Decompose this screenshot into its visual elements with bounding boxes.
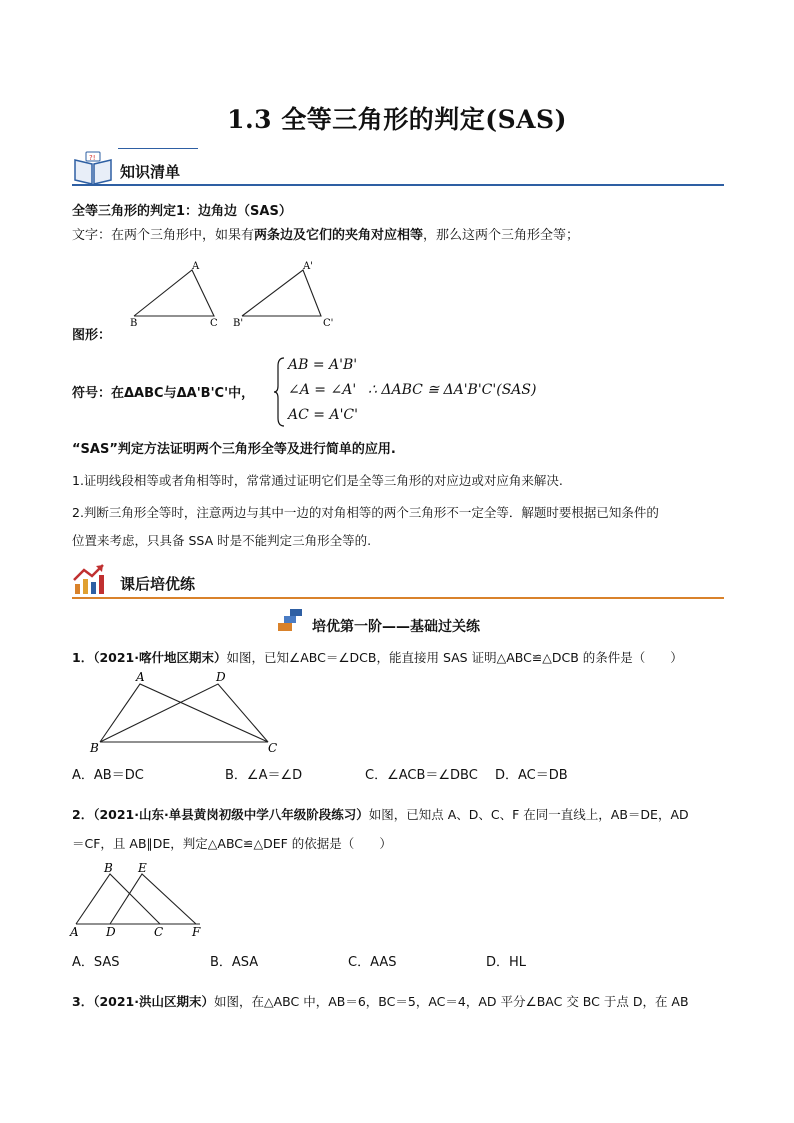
application-p2-line1: 2.判断三角形全等时，注意两边与其中一边的对角相等的两个三角形不一定全等．解题时要根据已知条件的 [72,505,659,520]
section-knowledge-rule [72,184,724,186]
q2-label-d: D [106,925,116,939]
section-exercise-title: 课后培优练 [120,575,196,593]
q2-figure [68,860,208,940]
rule-text-suffix: ，那么这两个三角形全等； [423,228,580,243]
label-a: A [192,261,200,272]
q1-label-b: B [90,741,99,755]
q2-label-a: A [70,925,79,939]
label-c-prime: C' [323,318,334,329]
q2-label-c: C [154,925,164,939]
triangle-a-prime [242,270,321,316]
rule-text [72,226,579,246]
triangle-abc [134,270,214,316]
q1-option-c[interactable]: C．∠ACB＝∠DBC [365,768,478,783]
symbol-line-1: AB = A'B' [288,357,358,373]
symbol-brace [274,356,286,428]
q2-option-d[interactable]: D．HL [486,955,527,970]
section-knowledge-title: 知识清单 [120,163,181,181]
application-p1: 1.证明线段相等或者角相等时，常常通过证明它们是全等三角形的对应边或对应角来解决. [72,473,563,488]
q2-label-e: E [138,861,147,875]
q2-option-c[interactable]: C．AAS [348,955,397,970]
q3-stem [72,992,689,1012]
q3-source: 3．（2021·洪山区期末） [72,994,214,1009]
q1-option-d[interactable]: D．AC＝DB [495,768,568,783]
q2-stem-line1 [72,805,689,825]
q2-label-b: B [104,861,113,875]
figure-label: 图形： [72,328,112,343]
q1-option-b[interactable]: B．∠A＝∠D [225,768,303,783]
q1-figure [86,668,286,756]
rule-figure [120,258,350,330]
q2-option-b[interactable]: B．ASA [210,955,259,970]
section-top-line [118,148,198,149]
svg-text:?!: ?! [89,154,96,162]
growth-chart-icon [72,562,106,596]
symbol-prefix: 符号：在ΔABC与ΔA'B'C'中， [72,386,255,401]
rule-text-prefix: 文字：在两个三角形中，如果有 [72,228,255,243]
q2-source: 2．（2021·山东·单县黄岗初级中学八年级阶段练习） [72,807,369,822]
symbol-line-3: AC = A'C' [288,407,358,423]
q1-text: 如图，已知∠ABC＝∠DCB，能直接用 SAS 证明△ABC≌△DCB 的条件是（ ） [226,650,683,665]
q2-option-a[interactable]: A．SAS [72,955,120,970]
q2-label-f: F [192,925,201,939]
q2-stem-line2: ＝CF，且 AB∥DE，判定△ABC≌△DEF 的依据是（ ） [72,836,392,851]
rule-text-bold: 两条边及它们的夹角对应相等 [254,228,424,243]
label-b: B [130,318,138,329]
rule-heading: 全等三角形的判定1：边角边（SAS） [72,204,292,219]
book-icon [72,150,114,186]
q1-label-a: A [136,670,145,684]
application-heading: “SAS”判定方法证明两个三角形全等及进行简单的应用. [72,442,396,457]
symbol-line-2: ∠A = ∠A' [288,382,357,398]
q1-option-a[interactable]: A．AB＝DC [72,768,144,783]
q1-label-c: C [268,741,278,755]
label-b-prime: B' [233,318,244,329]
q3-text: 如图，在△ABC 中，AB＝6，BC＝5，AC＝4，AD 平分∠BAC 交 BC 于点 D，在 AB [214,994,689,1009]
section-exercise-rule [72,597,724,599]
page-title: 1.3 全等三角形的判定(SAS) [227,105,567,134]
q1-stem [72,648,683,668]
application-p2-line2: 位置来考虑，只具备 SSA 时是不能判定三角形全等的. [72,533,372,548]
symbol-conclusion: ∴ ΔABC ≅ ΔA'B'C'(SAS) [368,382,537,398]
q2-text-1: 如图，已知点 A、D、C、F 在同一直线上，AB＝DE，AD [368,807,689,822]
label-c: C [210,318,218,329]
label-a-prime: A' [303,261,313,272]
stage-heading: 培优第一阶——基础过关练 [312,619,480,635]
stairs-icon [276,607,306,633]
q1-label-d: D [216,670,226,684]
q1-source: 1．（2021·喀什地区期末） [72,650,227,665]
